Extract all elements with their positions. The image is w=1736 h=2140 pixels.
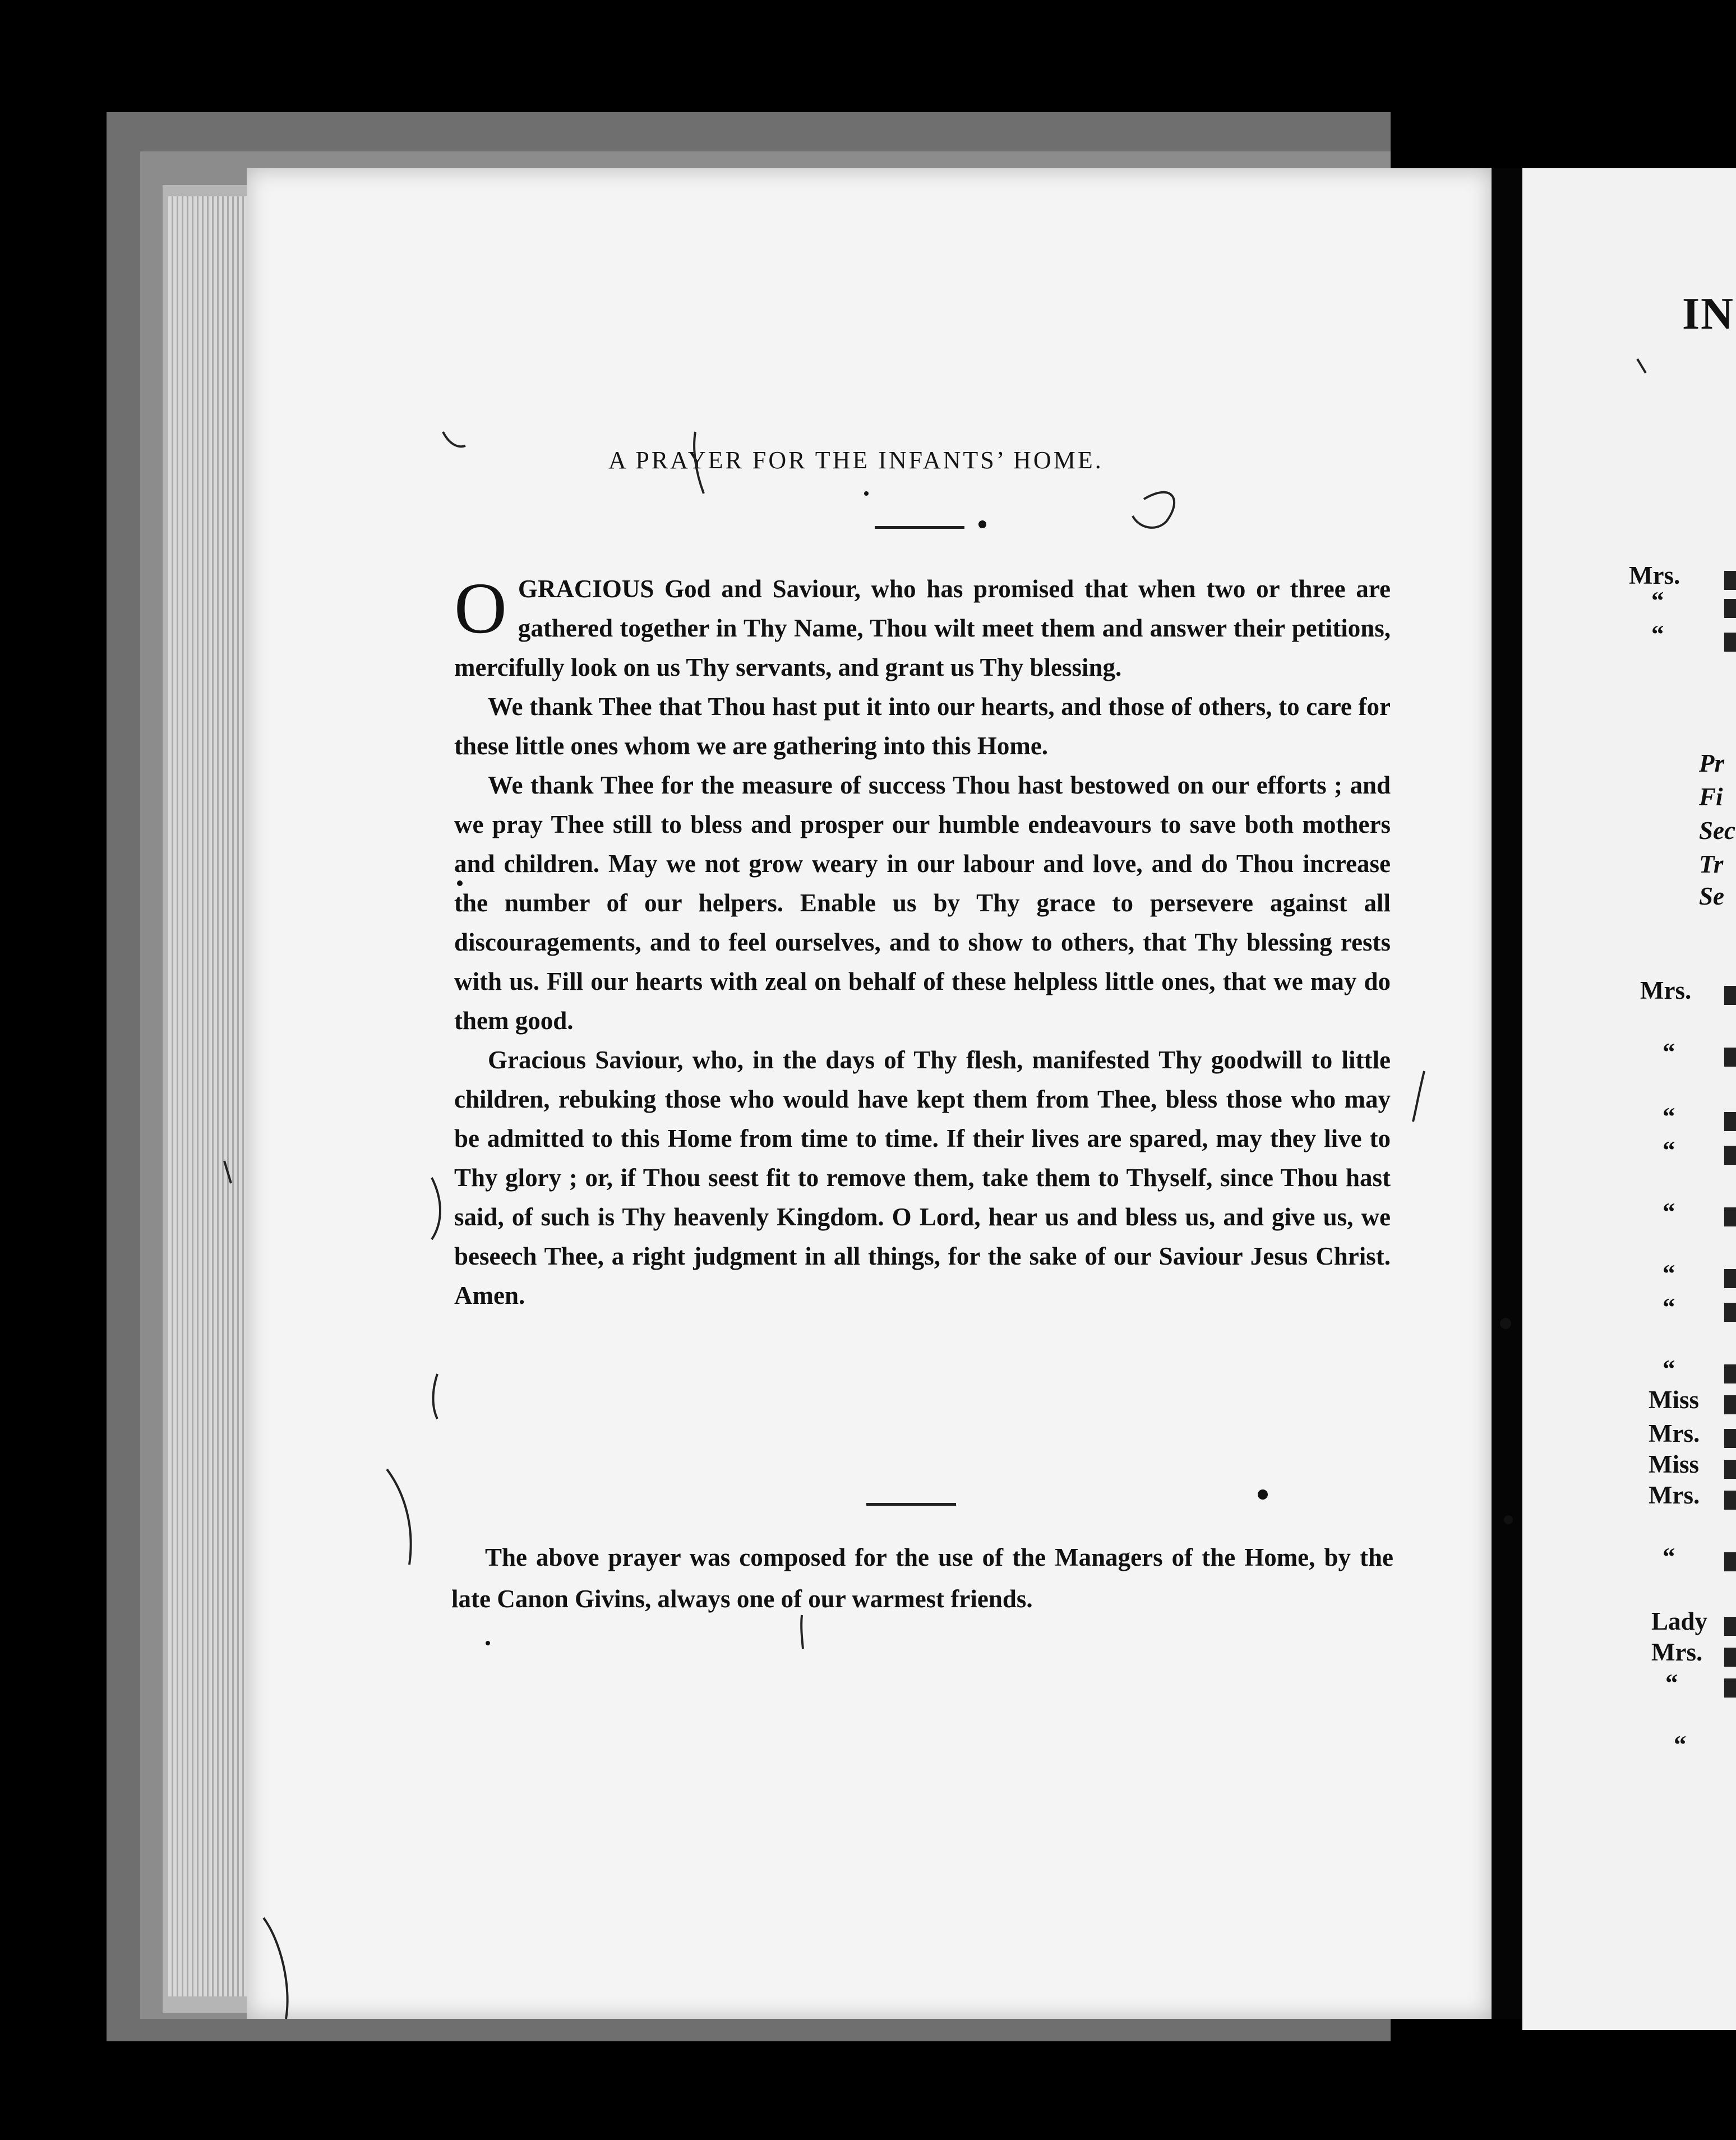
right-page: [1522, 168, 1736, 2030]
prayer-text: [454, 569, 1391, 1315]
book-gutter: [1492, 168, 1522, 2019]
cut-off-text: [1724, 1146, 1736, 1165]
right-page-line: “: [1663, 1038, 1675, 1066]
prayer-note: The above prayer was composed for the use of the Managers of the Home, by the late Canon Givins, always one of our warmest friends.: [451, 1543, 1393, 1613]
right-page-line: Mrs.: [1629, 561, 1680, 589]
closing-rule: [866, 1503, 956, 1506]
right-page-officer: Sec: [1699, 817, 1735, 845]
right-page-officer: Tr: [1699, 850, 1724, 878]
right-page-line: Miss: [1649, 1450, 1699, 1478]
right-page-line: Lady: [1651, 1607, 1708, 1635]
right-page-heading: IN: [1682, 289, 1734, 339]
cut-off-text: [1724, 571, 1736, 590]
right-page-line: “: [1663, 1260, 1675, 1288]
cut-off-text: [1724, 1269, 1736, 1288]
right-page-line: Mrs.: [1640, 976, 1692, 1004]
cut-off-text: [1724, 1429, 1736, 1448]
right-page-line: “: [1651, 587, 1664, 615]
right-page-officer: Fi: [1699, 783, 1723, 811]
cut-off-text: [1724, 1395, 1736, 1414]
prayer-paragraph: OGRACIOUS God and Saviour, who has promised that when two or three are gathered together in Thy Name, Thou wilt meet them and answer their petitions, mercifully look on us Thy servants, and grant us Thy blessing.: [454, 568, 1391, 681]
right-page-line: “: [1663, 1543, 1675, 1571]
title-rule: [875, 526, 964, 529]
cut-off-text: [1724, 1048, 1736, 1067]
cut-off-text: [1724, 1617, 1736, 1636]
right-page-line: Mrs.: [1649, 1481, 1700, 1509]
cut-off-text: [1724, 986, 1736, 1005]
cut-off-text: [1724, 1364, 1736, 1383]
right-page-line: Miss: [1649, 1386, 1699, 1414]
right-page-line: “: [1663, 1198, 1675, 1226]
cut-off-text: [1724, 1207, 1736, 1226]
cut-off-text: [1724, 633, 1736, 652]
right-page-line: Mrs.: [1649, 1419, 1700, 1447]
right-page-officer: Se: [1699, 882, 1724, 910]
right-page-officer: Pr: [1699, 749, 1724, 777]
right-page-line: “: [1663, 1136, 1675, 1164]
right-page-line: “: [1663, 1103, 1675, 1131]
drop-cap: O: [454, 568, 507, 649]
right-page-line: “: [1663, 1355, 1675, 1383]
prayer-paragraph: We thank Thee that Thou hast put it into our hearts, and those of others, to care for these little ones whom we are gathering into this Home.: [454, 693, 1391, 760]
cut-off-text: [1724, 1112, 1736, 1131]
cut-off-text: [1724, 1552, 1736, 1571]
right-page-line: “: [1665, 1669, 1678, 1697]
cut-off-text: [1724, 1303, 1736, 1322]
right-page-line: “: [1651, 620, 1664, 648]
right-page-line: “: [1663, 1293, 1675, 1321]
prayer-paragraph: We thank Thee for the measure of success Thou hast bestowed on our efforts ; and we pray Thee still to bless and prosper our humble endeavours to save both mothers and children. May we not grow weary in our labour and love, and do Thou increase the number of our helpers. Enable us by Thy grace to persevere against all discouragements, and to feel ourselves, and to show to others, that Thy blessing rests with us. Fill our hearts with zeal on behalf of these helpless little ones, that we may do them good.: [454, 771, 1391, 1035]
cut-off-text: [1724, 1678, 1736, 1698]
cut-off-text: [1724, 599, 1736, 618]
cut-off-text: [1724, 1460, 1736, 1479]
cut-off-text: [1724, 1491, 1736, 1510]
right-page-line: Mrs.: [1651, 1638, 1703, 1666]
cut-off-text: [1724, 1648, 1736, 1667]
page-edges-stack: [168, 196, 258, 1996]
right-page-line: “: [1674, 1731, 1687, 1759]
prayer-paragraph: Gracious Saviour, who, in the days of Thy flesh, manifested Thy goodwill to little children, rebuking those who would have kept them from Thee, bless those who may be admitted to this Home from time to time. If their lives are spared, may they live to Thy glory ; or, if Thou seest fit to remove them, take them to Thyself, since Thou hast said, of such is Thy heavenly Kingdom. O Lord, hear us and bless us, and give us, we beseech Thee, a right judgment in all things, for the sake of our Saviour Jesus Christ. Amen.: [454, 1046, 1391, 1309]
page-title: A PRAYER FOR THE INFANTS’ HOME.: [608, 446, 1104, 474]
